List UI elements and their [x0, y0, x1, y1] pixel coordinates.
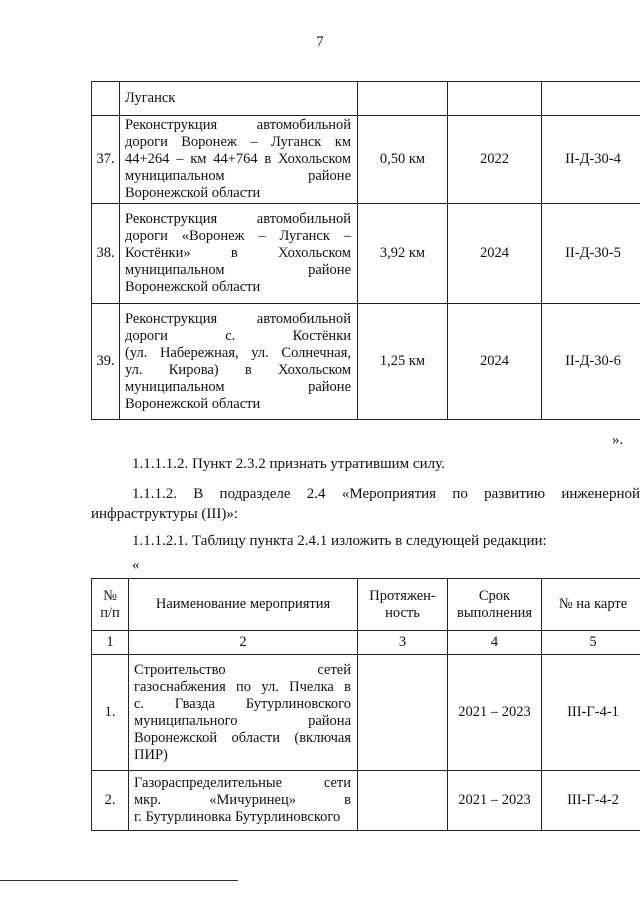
- row-length: [358, 655, 448, 771]
- index-cell: 3: [358, 631, 448, 655]
- row-name: [120, 116, 358, 204]
- name-line: с. Гвазда Бутурлиновского: [134, 695, 351, 712]
- table-row: [92, 116, 640, 204]
- row-length: [358, 82, 448, 116]
- table-header-row: [92, 579, 640, 631]
- engineering-infrastructure-table: [91, 578, 640, 831]
- name-line: Газораспределительные сети: [134, 775, 351, 791]
- row-number: 37.: [92, 116, 120, 204]
- row-number: 2.: [92, 771, 129, 831]
- name-line: (ул. Набережная, ул. Солнечная,: [125, 344, 351, 361]
- header-map: № на карте: [542, 579, 640, 631]
- row-year: 2024: [448, 304, 542, 420]
- paragraph-1-1-1-2-line1: 1.1.1.2. В подразделе 2.4 «Мероприятия по развитию инженерной: [132, 486, 640, 502]
- name-line: мкр. «Мичуринец» в: [134, 792, 351, 808]
- header-name: Наименование мероприятия: [129, 579, 358, 631]
- row-year: 2024: [448, 204, 542, 304]
- row-term: 2021 – 2023: [448, 655, 542, 771]
- name-line: дороги Воронеж – Луганск км: [125, 134, 351, 150]
- name-line: Костёнки» в Хохольском: [125, 245, 351, 261]
- index-cell: 5: [542, 631, 640, 655]
- name-line: дороги с. Костёнки: [125, 327, 351, 344]
- row-number: 39.: [92, 304, 120, 420]
- name-line: Воронежской области: [125, 185, 261, 201]
- row-length: 1,25 км: [358, 304, 448, 420]
- paragraph-1-1-1-2-1: 1.1.1.2.1. Таблицу пункта 2.4.1 изложить в следующей редакции:: [132, 533, 547, 549]
- name-line: ул. Кирова) в Хохольском: [125, 361, 351, 378]
- paragraph-1-1-1-1-2: 1.1.1.1.2. Пункт 2.3.2 признать утратившим силу.: [132, 456, 445, 472]
- row-name: [120, 304, 358, 420]
- row-map-number: [542, 82, 640, 116]
- name-line: 44+264 – км 44+764 в Хохольском: [125, 151, 351, 167]
- row-length: 3,92 км: [358, 204, 448, 304]
- row-number: 38.: [92, 204, 120, 304]
- roads-table: [91, 81, 640, 420]
- name-line: дороги «Воронеж – Луганск –: [125, 228, 351, 244]
- header-num: № п/п: [92, 579, 129, 631]
- index-cell: 2: [129, 631, 358, 655]
- name-line: Строительство сетей: [134, 661, 351, 678]
- footnote-separator: [0, 880, 238, 881]
- name-line: г. Бутурлиновка Бутурлиновского: [134, 809, 341, 825]
- table-row: [92, 771, 640, 831]
- name-line: Воронежской области (включая: [134, 729, 351, 746]
- name-line: газоснабжения по ул. Пчелка в: [134, 678, 351, 695]
- header-term: Срок выполнения: [448, 579, 542, 631]
- name-line: Луганск: [125, 90, 176, 106]
- row-map-number: III-Г-4-1: [542, 655, 640, 771]
- page-number: 7: [316, 34, 324, 50]
- name-line: Реконструкция автомобильной: [125, 211, 351, 227]
- row-map-number: III-Г-4-2: [542, 771, 640, 831]
- name-line: муниципального района: [134, 712, 351, 729]
- index-cell: 4: [448, 631, 542, 655]
- name-line: муниципальном районе: [125, 378, 351, 395]
- name-line: Воронежской области: [125, 395, 261, 412]
- table-row: [92, 82, 640, 116]
- name-line: Реконструкция автомобильной: [125, 310, 351, 327]
- row-length: [358, 771, 448, 831]
- name-line: ПИР): [134, 746, 168, 763]
- row-year: [448, 82, 542, 116]
- row-length: 0,50 км: [358, 116, 448, 204]
- name-line: муниципальном районе: [125, 262, 351, 278]
- table-index-row: [92, 631, 640, 655]
- opening-quote: «: [132, 557, 140, 573]
- row-name: [120, 82, 358, 116]
- table-row: [92, 655, 640, 771]
- row-year: 2022: [448, 116, 542, 204]
- row-term: 2021 – 2023: [448, 771, 542, 831]
- name-line: муниципальном районе: [125, 168, 351, 184]
- row-number: [92, 82, 120, 116]
- paragraph-1-1-1-2-line2: инфраструктуры (III)»:: [91, 506, 239, 522]
- row-number: 1.: [92, 655, 129, 771]
- closing-quote: ».: [612, 432, 624, 448]
- name-line: Воронежской области: [125, 279, 261, 295]
- table-row: [92, 304, 640, 420]
- row-map-number: II-Д-30-5: [542, 204, 640, 304]
- row-name: [129, 655, 358, 771]
- table-row: [92, 204, 640, 304]
- row-map-number: II-Д-30-6: [542, 304, 640, 420]
- header-length: Протяжен- ность: [358, 579, 448, 631]
- index-cell: 1: [92, 631, 129, 655]
- row-name: [129, 771, 358, 831]
- row-map-number: II-Д-30-4: [542, 116, 640, 204]
- row-name: [120, 204, 358, 304]
- name-line: Реконструкция автомобильной: [125, 117, 351, 133]
